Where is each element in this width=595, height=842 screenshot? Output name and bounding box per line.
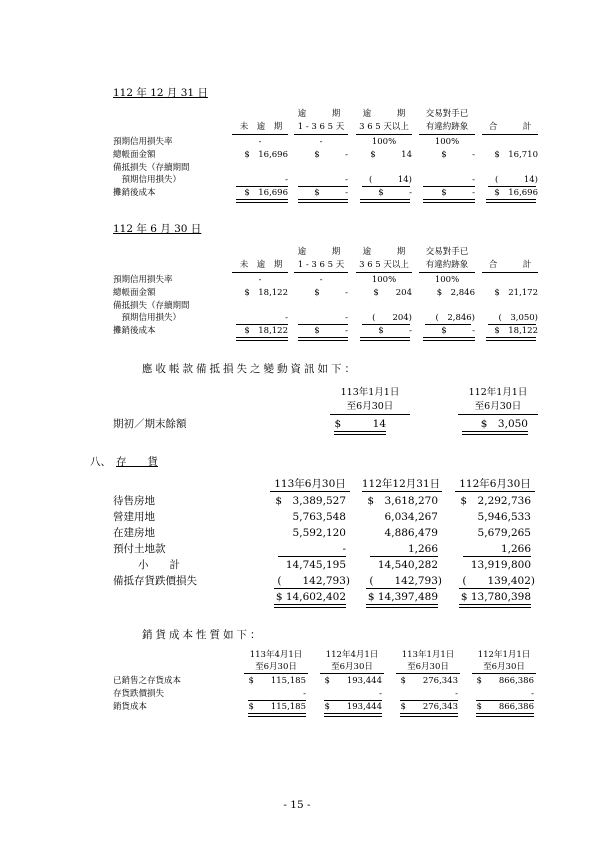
sec-b-row-label: 攤銷後成本 — [113, 326, 156, 336]
cogs-cell: - — [379, 689, 382, 699]
sec-a-cell: $ 16,696 — [244, 188, 288, 198]
allowance-v2: $ 3,050 — [480, 418, 528, 430]
sec-b-hdr-c1: 未 逾 期 — [239, 260, 283, 270]
cogs-cell: $ 276,343 — [400, 676, 458, 686]
inventory-row-label: 營建用地 — [113, 511, 155, 523]
sec-b-cell: $ - — [314, 326, 348, 336]
cogs-h3b: 至6月30日 — [407, 662, 449, 672]
sec-a-row-label: 備抵損失（存續期間 — [113, 163, 190, 173]
sec-a-cell: ( 14) — [369, 175, 412, 185]
allowance-h2b: 至6月30日 — [474, 401, 522, 412]
inventory-heading-num: 八、 — [90, 456, 111, 468]
sec-b-cell: $ 18,122 — [244, 326, 288, 336]
inventory-cell: ( 139,402) — [462, 575, 535, 587]
inventory-cell: 4,886,479 — [384, 527, 438, 539]
cogs-cell: $ 276,343 — [400, 702, 458, 712]
cogs-row-label: 存貨跌價損失 — [113, 689, 165, 699]
cogs-h4b: 至6月30日 — [483, 662, 525, 672]
sec-b-cell: $ 18,122 — [244, 288, 288, 298]
sec-b-cell: $ 2,846 — [436, 288, 475, 298]
inventory-cell: 14,540,282 — [377, 559, 438, 571]
sec-a-cell: $ - — [441, 188, 475, 198]
inventory-cell: 13,919,800 — [470, 559, 531, 571]
inventory-total-cell: $ 13,780,398 — [460, 591, 531, 603]
sec-a-hdr-c5: 合 計 — [488, 122, 532, 132]
sec-b-hdr-c3b: 3 6 5 天以上 — [359, 260, 409, 270]
inventory-cell: 14,745,195 — [285, 559, 346, 571]
inventory-cell: $ 3,618,270 — [367, 495, 438, 507]
inventory-total-cell: $ 14,602,402 — [275, 591, 346, 603]
sec-b-hdr-c4b: 有違約跡象 — [425, 260, 469, 270]
cogs-cell: $ 115,185 — [248, 676, 306, 686]
sec-a-row-label: 預期信用損失率 — [113, 137, 173, 147]
sec-b-cell: - — [258, 275, 262, 285]
sec-b-cell: $ - — [314, 288, 348, 298]
inventory-total-cell: $ 14,397,489 — [367, 591, 438, 603]
allowance-h1a: 113年1月1日 — [340, 387, 400, 398]
cogs-cell: $ 193,444 — [324, 676, 382, 686]
cogs-h2a: 112年4月1日 — [325, 650, 379, 660]
sec-b-hdr-c4a: 交易對手已 — [425, 247, 469, 257]
cogs-cell: - — [303, 689, 306, 699]
sec-a-hdr-c3a: 逾 期 — [362, 109, 406, 119]
allowance-h2a: 112年1月1日 — [468, 387, 528, 398]
inventory-cell: $ 3,389,527 — [275, 495, 346, 507]
sec-a-cell: $ - — [314, 188, 348, 198]
cogs-h3a: 113年1月1日 — [401, 650, 455, 660]
cogs-intro: 銷貨成本性質如下： — [142, 629, 264, 641]
sec-b-hdr-c2b: 1 - 3 6 5 天 — [297, 260, 345, 270]
inventory-cell: $ 2,292,736 — [460, 495, 531, 507]
sec-b-row-label: 備抵損失（存續期間 — [113, 301, 190, 311]
sec-b-cell: - — [345, 313, 348, 323]
sec-a-cell: $ - — [314, 150, 348, 160]
allowance-v1: $ 14 — [334, 418, 386, 430]
inventory-cell: - — [342, 543, 346, 555]
cogs-h4a: 112年1月1日 — [477, 650, 531, 660]
sec-a-cell: $ 14 — [370, 150, 412, 160]
sec-b-hdr-c3a: 逾 期 — [362, 247, 406, 257]
cogs-row-label: 已銷售之存貨成本 — [113, 676, 182, 686]
inventory-cell: 5,679,265 — [477, 527, 531, 539]
cogs-cell: $ 866,386 — [476, 676, 534, 686]
cogs-h2b: 至6月30日 — [331, 662, 373, 672]
allowance-intro: 應收帳款備抵損失之變動資訊如下： — [142, 363, 358, 375]
sec-a-cell: - — [345, 175, 348, 185]
sec-b-cell: $ - — [378, 326, 412, 336]
sec-a-cell: - — [258, 137, 262, 147]
sec-b-cell: ( 3,050) — [498, 313, 538, 323]
cogs-cell: $ 866,386 — [476, 702, 534, 712]
sec-a-hdr-c1: 未 逾 期 — [239, 122, 283, 132]
sec-a-hdr-c2b: 1 - 3 6 5 天 — [297, 122, 345, 132]
cogs-row-label: 銷貨成本 — [113, 702, 148, 712]
sec-b-row-label: 預期信用損失率 — [113, 275, 173, 285]
sec-a-hdr-c2a: 逾 期 — [297, 109, 341, 119]
cogs-cell: $ 115,185 — [248, 702, 306, 712]
sec-b-cell: $ 204 — [373, 288, 412, 298]
sec-a-cell: $ 16,696 — [494, 188, 538, 198]
sec-b-cell: $ 21,172 — [494, 288, 538, 298]
sec-a-cell: - — [285, 175, 288, 185]
sec-a-cell: $ - — [378, 188, 412, 198]
inventory-heading: 存 貨 — [116, 456, 158, 468]
cogs-h1b: 至6月30日 — [255, 662, 297, 672]
page-number: - 15 - — [283, 799, 311, 811]
sec-a-hdr-c4a: 交易對手已 — [425, 109, 469, 119]
inventory-h3: 112年6月30日 — [459, 478, 531, 490]
allowance-label: 期初／期末餘額 — [113, 418, 187, 430]
sec-a-cell: $ - — [441, 150, 475, 160]
cogs-cell: - — [455, 689, 458, 699]
inventory-cell: ( 142,793) — [369, 575, 442, 587]
sec-b-cell: - — [319, 275, 323, 285]
sec-a-cell: - — [472, 175, 475, 185]
sec-a-row-label: 攤銷後成本 — [113, 188, 156, 198]
inventory-row-label: 預付土地款 — [113, 543, 166, 555]
inventory-row-label: 待售房地 — [113, 495, 155, 507]
sec-b-cell: 100% — [371, 275, 397, 285]
allowance-h1b: 至6月30日 — [346, 401, 394, 412]
sec-b-hdr-c5: 合 計 — [488, 260, 532, 270]
sec-b-row-label: 預期信用損失） — [113, 313, 182, 323]
cogs-cell: - — [531, 689, 534, 699]
inventory-row-label: 備抵存貨跌價損失 — [113, 575, 197, 587]
sec-b-cell: $ - — [441, 326, 475, 336]
inventory-cell: 6,034,267 — [384, 511, 438, 523]
inventory-h2: 112年12月31日 — [361, 478, 441, 490]
inventory-cell: 5,592,120 — [292, 527, 346, 539]
sec-a-cell: $ 16,696 — [244, 150, 288, 160]
inventory-cell: 5,946,533 — [477, 511, 531, 523]
inventory-cell: 1,266 — [500, 543, 531, 555]
inventory-h1: 113年6月30日 — [274, 478, 346, 490]
sec-a-row-label: 總帳面金額 — [113, 150, 156, 160]
sec-b-cell: ( 2,846) — [435, 313, 475, 323]
cogs-h1a: 113年4月1日 — [249, 650, 303, 660]
sec-a-cell: 100% — [434, 137, 460, 147]
sec-b-cell: $ 18,122 — [494, 326, 538, 336]
inventory-cell: 1,266 — [407, 543, 438, 555]
sec-a-cell: 100% — [371, 137, 397, 147]
sec-b-cell: ( 204) — [372, 313, 412, 323]
inventory-row-label: 小 計 — [138, 559, 180, 571]
sec-a-hdr-c3b: 3 6 5 天以上 — [359, 122, 409, 132]
sec-a-cell: ( 14) — [495, 175, 538, 185]
sec-b-cell: - — [285, 313, 288, 323]
sec-a-hdr-c4b: 有違約跡象 — [425, 122, 469, 132]
section-a-title: 112 年 12 月 31 日 — [113, 87, 208, 99]
inventory-cell: ( 142,793) — [277, 575, 350, 587]
inventory-cell: 5,763,548 — [292, 511, 346, 523]
sec-b-cell: 100% — [434, 275, 460, 285]
inventory-row-label: 在建房地 — [113, 527, 155, 539]
sec-b-row-label: 總帳面金額 — [113, 288, 156, 298]
sec-b-hdr-c2a: 逾 期 — [297, 247, 341, 257]
sec-a-row-label: 預期信用損失） — [113, 175, 182, 185]
sec-a-cell: - — [319, 137, 323, 147]
sec-a-cell: $ 16,710 — [494, 150, 538, 160]
section-b-title: 112 年 6 月 30 日 — [113, 223, 202, 235]
cogs-cell: $ 193,444 — [324, 702, 382, 712]
